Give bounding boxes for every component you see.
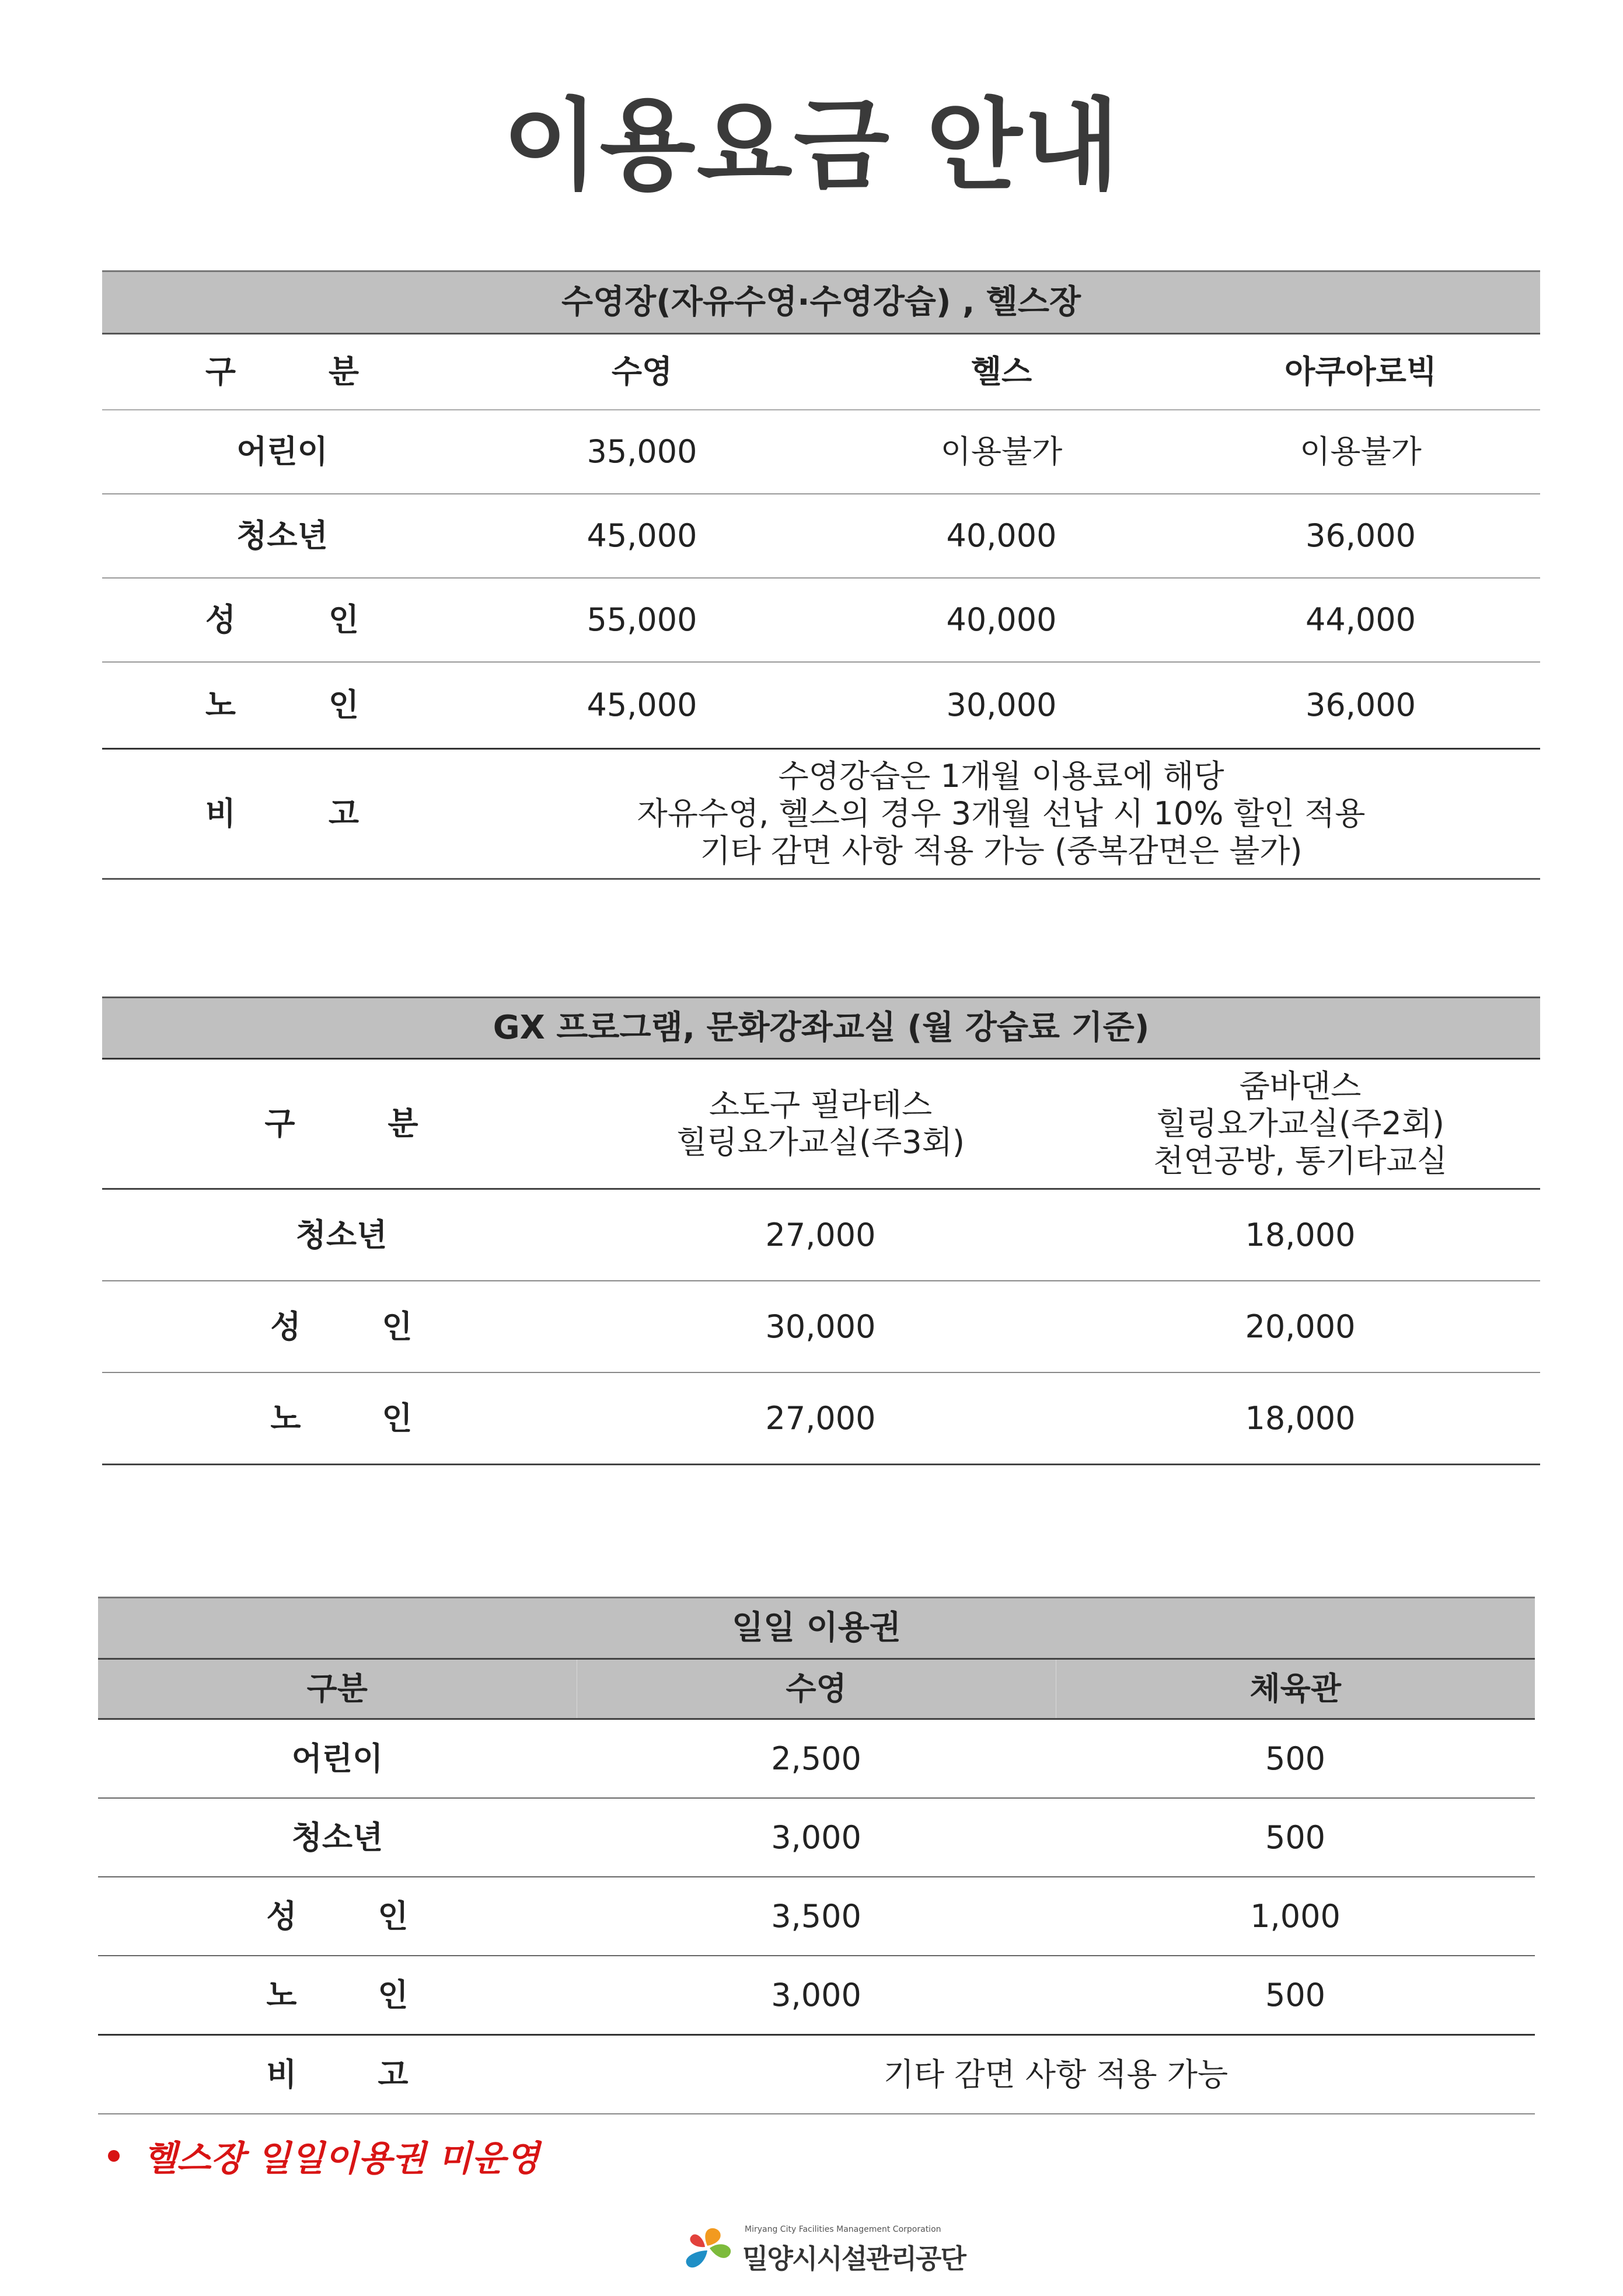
program-name: 힐링요가교실(주2회) [1156,1105,1444,1142]
program-name: 줌바댄스 [1239,1068,1362,1105]
fee-cell: 18,000 [1060,1189,1540,1281]
fee-cell: 30,000 [581,1281,1060,1372]
pool-health-fee-table [102,270,1540,880]
table-heading: GX 프로그램, 문화강좌교실 (월 강습료 기준) [102,998,1540,1059]
fee-cell: 55,000 [462,578,822,662]
note-line: 기타 감면 사항 적용 가능 (중복감면은 불가) [700,832,1303,869]
column-header-gym: 체육관 [1056,1659,1535,1719]
logo-name: 밀양시시설관리공단 [742,2243,965,2274]
fee-cell: 500 [1056,1956,1535,2035]
fee-cell: 27,000 [581,1372,1060,1465]
fee-cell: 36,000 [1181,662,1540,749]
column-header-health: 헬스 [822,334,1181,410]
fee-cell: 이용불가 [1181,410,1540,494]
logo-mark-icon [682,2222,738,2278]
table-row [102,494,1540,578]
column-header-group-b [1060,1059,1540,1189]
fee-cell: 이용불가 [822,410,1181,494]
table-row [98,1956,1535,2035]
table-row [102,1281,1540,1372]
table-row [102,578,1540,662]
fee-cell: 500 [1056,1719,1535,1799]
row-label: 노 인 [102,662,462,749]
bullet-icon [108,2150,120,2162]
row-label: 어린이 [98,1719,577,1799]
fee-cell: 36,000 [1181,494,1540,578]
fee-cell: 3,000 [577,1798,1056,1877]
note-line: 자유수영, 헬스의 경우 3개월 선납 시 10% 할인 적용 [637,795,1366,832]
row-label: 청소년 [102,1189,581,1281]
row-label: 어린이 [102,410,462,494]
fee-cell: 30,000 [822,662,1181,749]
column-header-category: 구 분 [102,1059,581,1189]
daily-pass-table [98,1597,1535,2114]
table-row [98,1877,1535,1956]
column-header-group-a [581,1059,1060,1189]
row-label: 성 인 [98,1877,577,1956]
fee-cell: 45,000 [462,662,822,749]
fee-cell: 27,000 [581,1189,1060,1281]
footnote-text: 헬스장 일일이용권 미운영 [143,2138,540,2179]
table-row [102,410,1540,494]
table-row [98,1719,1535,1799]
row-label: 성 인 [102,578,462,662]
table-row-note [102,749,1540,879]
program-name: 힐링요가교실(주3회) [676,1124,965,1161]
row-label: 비 고 [102,749,462,879]
fee-cell: 18,000 [1060,1372,1540,1465]
table-heading: 수영장(자유수영·수영강습) , 헬스장 [102,271,1540,334]
row-label: 비 고 [98,2035,577,2114]
table-row [102,1372,1540,1465]
row-label: 청소년 [98,1798,577,1877]
fee-cell: 44,000 [1181,578,1540,662]
table-heading: 일일 이용권 [98,1598,1535,1659]
gx-fee-table [102,997,1540,1465]
program-name: 소도구 필라테스 [708,1086,933,1123]
program-name: 천연공방, 통기타교실 [1153,1142,1447,1179]
fee-cell: 3,000 [577,1956,1056,2035]
column-header-swim: 수영 [462,334,822,410]
footnote [108,2135,539,2182]
column-header-swim: 수영 [577,1659,1056,1719]
table-row [98,1798,1535,1877]
table-row [102,1189,1540,1281]
row-label: 노 인 [102,1372,581,1465]
note-cell: 기타 감면 사항 적용 가능 [577,2035,1535,2114]
fee-cell: 500 [1056,1798,1535,1877]
note-cell [462,749,1540,879]
row-label: 청소년 [102,494,462,578]
row-label: 성 인 [102,1281,581,1372]
column-header-category: 구분 [98,1659,577,1719]
logo-tagline: Miryang City Facilities Management Corporation [745,2225,941,2234]
page-title: 이용요금 안내 [502,88,1121,204]
fee-cell: 45,000 [462,494,822,578]
fee-cell: 2,500 [577,1719,1056,1799]
fee-cell: 40,000 [822,578,1181,662]
column-header-category: 구 분 [102,334,462,410]
table-row-note [98,2035,1535,2114]
fee-cell: 1,000 [1056,1877,1535,1956]
note-line: 수영강습은 1개월 이용료에 해당 [778,758,1224,795]
organization-logo [682,2221,965,2280]
fee-cell: 3,500 [577,1877,1056,1956]
fee-cell: 20,000 [1060,1281,1540,1372]
column-header-aquarobics: 아쿠아로빅 [1181,334,1540,410]
row-label: 노 인 [98,1956,577,2035]
table-row [102,662,1540,749]
fee-cell: 35,000 [462,410,822,494]
fee-cell: 40,000 [822,494,1181,578]
